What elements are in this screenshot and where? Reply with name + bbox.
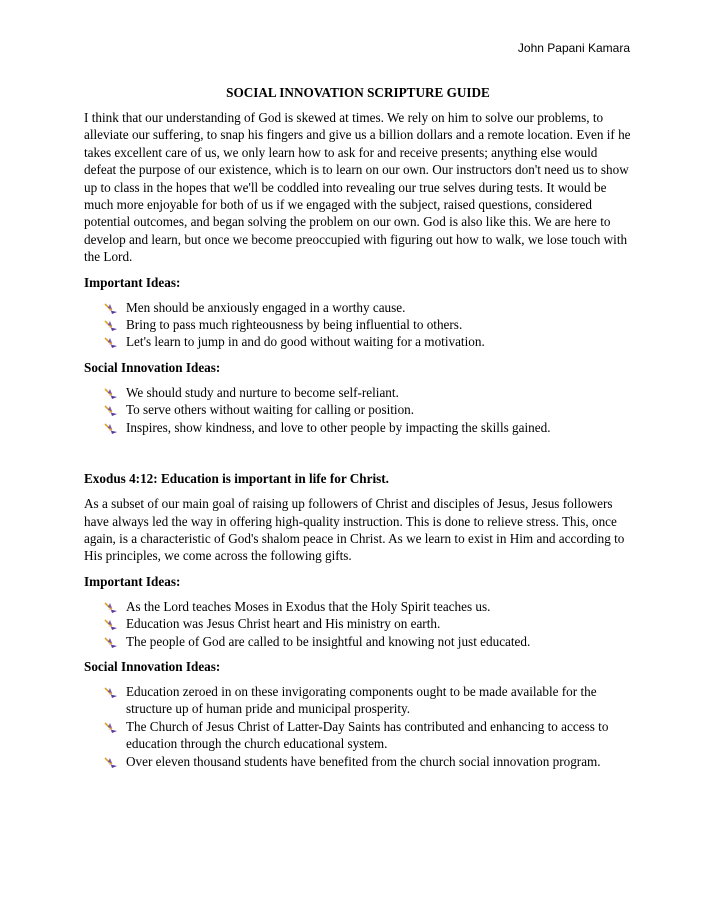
list-item <box>84 598 632 615</box>
arrow-bullet-icon <box>104 721 118 733</box>
list-item-text: Men should be anxiously engaged in a worthy cause. <box>126 299 406 315</box>
arrow-bullet-icon <box>104 422 118 434</box>
list-item <box>84 384 632 401</box>
section1-social-heading: Social Innovation Ideas: <box>84 359 221 375</box>
list-item <box>84 718 632 753</box>
list-item-text: We should study and nurture to become self-reliant. <box>126 384 399 400</box>
arrow-bullet-icon <box>104 302 118 314</box>
list-item-text: Bring to pass much righteousness by being influential to others. <box>126 317 463 333</box>
arrow-bullet-icon <box>104 319 118 331</box>
section2-social-list <box>84 683 632 770</box>
section1-important-list <box>84 299 632 351</box>
arrow-bullet-icon <box>104 387 118 399</box>
arrow-bullet-icon <box>104 336 118 348</box>
list-item-text: Education zeroed in on these invigorating components ought to be made available for the structure up of human pride and municipal prosperity. <box>126 683 597 717</box>
list-item <box>84 753 632 770</box>
document-body <box>84 84 632 778</box>
arrow-bullet-icon <box>104 636 118 648</box>
arrow-bullet-icon <box>104 404 118 416</box>
list-item-text: Inspires, show kindness, and love to other people by impacting the skills gained. <box>126 419 551 435</box>
list-item-text: The Church of Jesus Christ of Latter-Day Saints has contributed and enhancing to access to education through the church educational system. <box>126 718 609 752</box>
arrow-bullet-icon <box>104 756 118 768</box>
arrow-bullet-icon <box>104 618 118 630</box>
arrow-bullet-icon <box>104 601 118 613</box>
header-author-name: John Papani Kamara <box>517 41 630 55</box>
list-item-text: The people of God are called to be insightful and knowing not just educated. <box>126 633 531 649</box>
section1-important-heading: Important Ideas: <box>84 274 181 290</box>
section2-social-heading: Social Innovation Ideas: <box>84 658 221 674</box>
list-item-text: To serve others without waiting for calling or position. <box>126 402 415 418</box>
list-item-text: Education was Jesus Christ heart and His ministry on earth. <box>126 616 441 632</box>
list-item <box>84 316 632 333</box>
intro-paragraph: I think that our understanding of God is skewed at times. We rely on him to solve our problems, to alleviate our suffering, to snap his fingers and give us a billion dollars and a remote location. Even if he takes excellent care of us, we only learn how to ask for and receive presents; anything else would defeat the purpose of our existence, which is to learn on our own. Our instructors don't need us to show up to class in the hopes that we'll be coddled into revealing our true selves during tests. It would be much more enjoyable for both of us if we engaged with the subject, raised questions, considered potential outcomes, and began solving the problem on our own. God is also like this. We are here to develop and learn, but once we become preoccupied with figuring out how to walk, we lose touch with the Lord. <box>84 110 631 265</box>
arrow-bullet-icon <box>104 686 118 698</box>
list-item <box>84 683 632 718</box>
section1-social-list <box>84 384 632 436</box>
section2-important-heading: Important Ideas: <box>84 573 181 589</box>
section2-paragraph: As a subset of our main goal of raising up followers of Christ and disciples of Jesus, Jesus followers have always led the way in offering high-quality instruction. This is done to relieve stress. This, once again, is a characteristic of God's shalom peace in Christ. As we learn to exist in Him and according to His principles, we come across the following gifts. <box>84 496 625 564</box>
document-title: SOCIAL INNOVATION SCRIPTURE GUIDE <box>226 85 490 100</box>
list-item <box>84 401 632 418</box>
section2-heading: Exodus 4:12: Education is important in life for Christ. <box>84 471 389 487</box>
list-item <box>84 333 632 350</box>
list-item-text: Over eleven thousand students have benefited from the church social innovation program. <box>126 753 601 769</box>
list-item <box>84 299 632 316</box>
list-item <box>84 419 632 436</box>
section-spacer <box>84 444 632 470</box>
list-item-text: Let's learn to jump in and do good without waiting for a motivation. <box>126 334 485 350</box>
list-item <box>84 615 632 632</box>
list-item-text: As the Lord teaches Moses in Exodus that the Holy Spirit teaches us. <box>126 598 491 614</box>
list-item <box>84 633 632 650</box>
section2-important-list <box>84 598 632 650</box>
